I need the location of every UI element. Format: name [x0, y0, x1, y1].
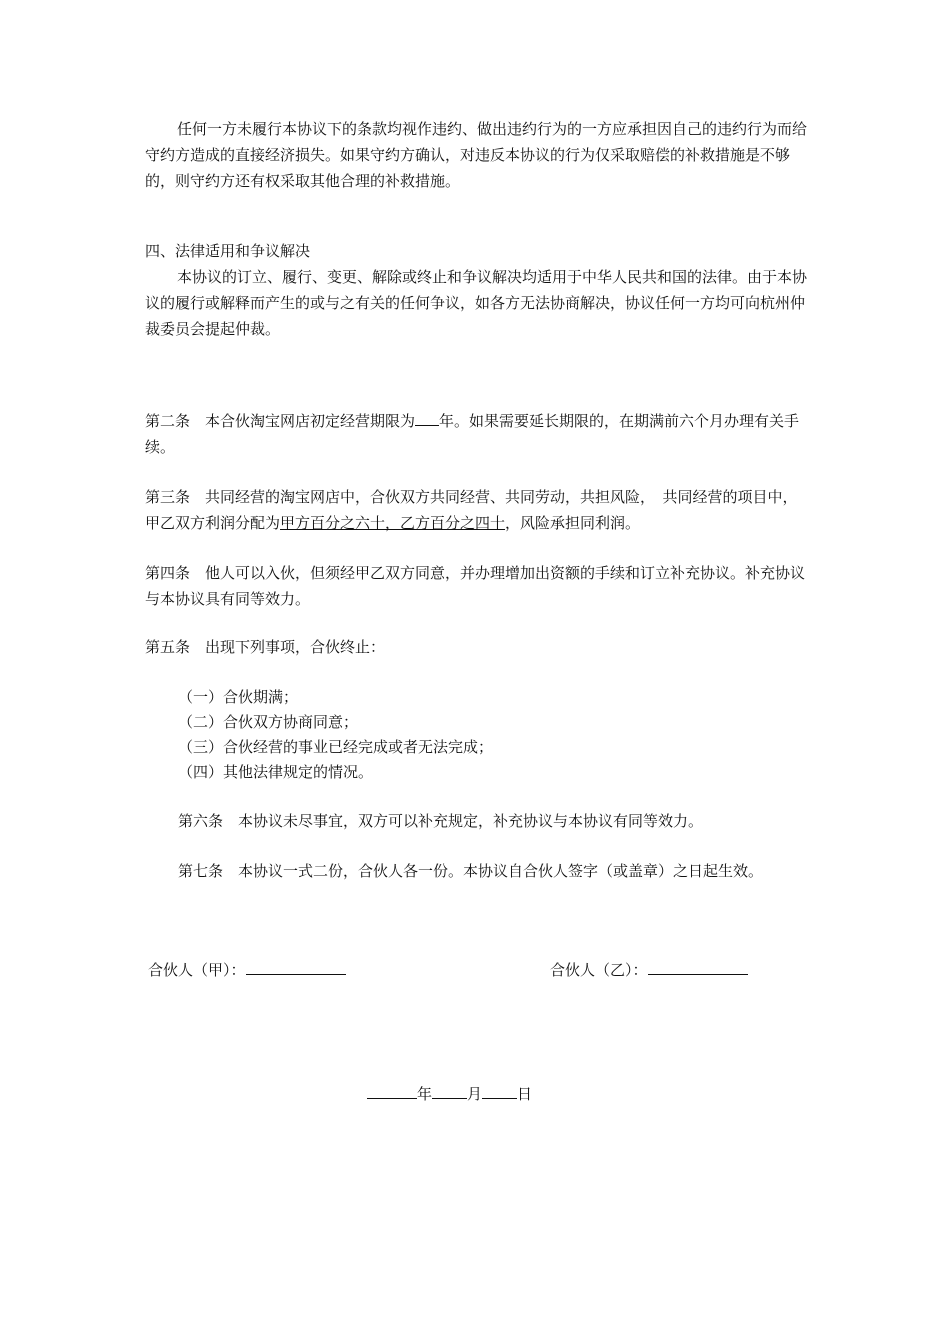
- article-5-label: 第五条: [145, 638, 191, 656]
- signature-party-a: [148, 957, 346, 983]
- term-years-blank: [415, 410, 439, 426]
- breach-paragraph: 任何一方未履行本协议下的条款均视作违约、做出违约行为的一方应承担因自己的违约行为而给守约方造成的直接经济损失。如果守约方确认，对违反本协议的行为仅采取赔偿的补救措施是不够的，则守约方还有权采取其他合理的补救措施。: [145, 120, 808, 190]
- article-3-text-before: 共同经营的淘宝网店中，合伙双方共同经营、共同劳动，共担风险， 共同经营的项目中，甲乙双方利润分配为: [145, 488, 798, 532]
- month-blank[interactable]: [432, 1083, 467, 1099]
- article-5: [145, 634, 810, 660]
- party-a-label: 合伙人（甲）：: [148, 961, 246, 979]
- year-blank[interactable]: [367, 1083, 417, 1099]
- list-item: （一）合伙期满；: [178, 688, 299, 706]
- article-2-text-after: 年。如果需要延长期限的，在期满前六个月办理有关手续。: [145, 412, 800, 456]
- article-6-text: 本协议未尽事宜，双方可以补充规定，补充协议与本协议有同等效力。: [238, 812, 704, 830]
- party-a-signature-line[interactable]: [246, 959, 346, 975]
- article-7-text: 本协议一式二份，合伙人各一份。本协议自合伙人签字（或盖章）之日起生效。: [238, 862, 764, 880]
- party-b-signature-line[interactable]: [648, 959, 748, 975]
- article-6: [178, 808, 703, 834]
- article-2-label: 第二条: [145, 412, 191, 430]
- section4-heading: 四、法律适用和争议解决: [145, 242, 311, 260]
- article-5-text: 出现下列事项，合伙终止：: [205, 638, 386, 656]
- day-blank[interactable]: [482, 1083, 517, 1099]
- list-item: （三）合伙经营的事业已经完成或者无法完成；: [178, 738, 494, 756]
- profit-split: 甲方百分之六十，乙方百分之四十: [280, 514, 506, 532]
- article-2: [145, 408, 810, 460]
- list-item: （四）其他法律规定的情况。: [178, 763, 374, 781]
- article-2-text-before: 本合伙淘宝网店初定经营期限为: [205, 412, 416, 430]
- section4-body: 本协议的订立、履行、变更、解除或终止和争议解决均适用于中华人民共和国的法律。由于本协议的履行或解释而产生的或与之有关的任何争议，如各方无法协商解决，协议任何一方均可向杭州仲裁委员会提起仲裁。: [145, 268, 808, 338]
- article-7-label: 第七条: [178, 862, 224, 880]
- article-3: [145, 484, 810, 536]
- day-label: 日: [517, 1085, 533, 1103]
- article-4-label: 第四条: [145, 564, 191, 582]
- list-item: （二）合伙双方协商同意；: [178, 713, 359, 731]
- article-3-text-after: ，风险承担同利润。: [505, 514, 641, 532]
- article-6-label: 第六条: [178, 812, 224, 830]
- article-4-text: 他人可以入伙，但须经甲乙双方同意，并办理增加出资额的手续和订立补充协议。补充协议与本协议具有同等效力。: [145, 564, 806, 608]
- date-line: [367, 1081, 532, 1107]
- month-label: 月: [467, 1085, 483, 1103]
- article-7: [178, 858, 763, 884]
- party-b-label: 合伙人（乙）：: [550, 961, 648, 979]
- signature-party-b: [550, 957, 748, 983]
- article-4: [145, 560, 810, 612]
- article-3-label: 第三条: [145, 488, 191, 506]
- year-label: 年: [417, 1085, 433, 1103]
